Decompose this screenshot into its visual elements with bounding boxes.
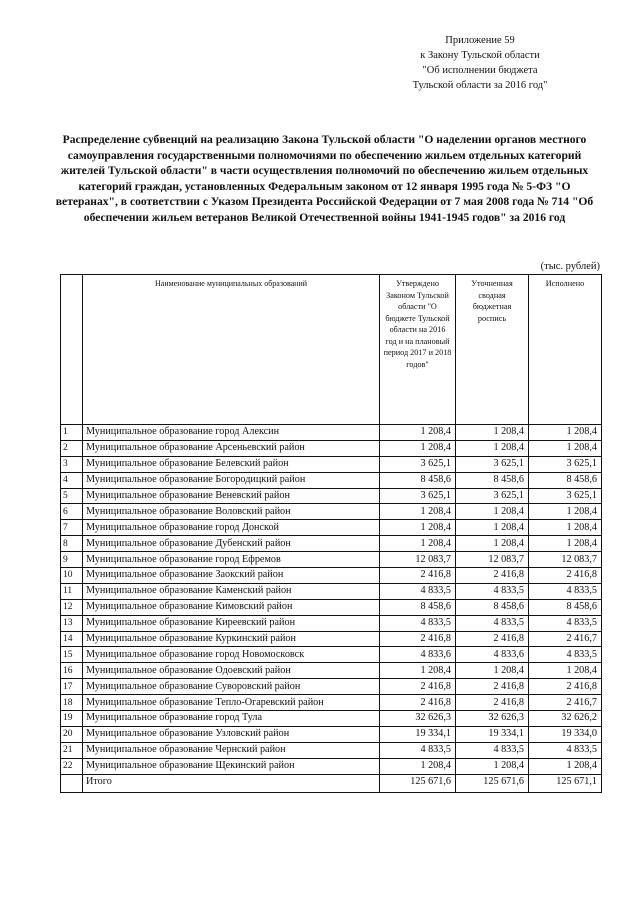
row-number: 10 (61, 568, 83, 584)
table-row (61, 488, 602, 504)
approved-amount: 4 833,5 (380, 615, 456, 631)
revised-amount: 1 208,4 (456, 758, 529, 774)
appendix-reference (380, 33, 580, 93)
header-executed: Исполнено (529, 275, 602, 425)
executed-amount: 1 208,4 (529, 440, 602, 456)
document-title: Распределение субвенций на реализацию Закона Тульской области "О наделении органов местного самоуправления государственными полномочиями по обеспечению жильем отдельных категорий жителей Тульской области" в части осуществления полномочий по обеспечению жильем отдельных категорий граждан, установленных Федеральным законом от 12 января 1995 года № 5-ФЗ "О ветеранах", в соответствии с Указом Президента Российской Федерации от 7 мая 2008 года № 714 "Об обеспечении жильем ветеранов Великой Отечественной войны 1941-1945 годов" за 2016 год (55, 133, 594, 224)
approved-amount: 2 416,8 (380, 568, 456, 584)
executed-amount: 8 458,6 (529, 472, 602, 488)
table-row (61, 504, 602, 520)
table-row (61, 663, 602, 679)
approved-amount: 4 833,5 (380, 742, 456, 758)
municipality-name: Муниципальное образование Белевский район (83, 456, 380, 472)
approved-amount: 1 208,4 (380, 504, 456, 520)
table-row (61, 583, 602, 599)
row-number: 12 (61, 599, 83, 615)
municipality-name: Муниципальное образование город Тула (83, 711, 380, 727)
revised-amount: 3 625,1 (456, 456, 529, 472)
municipality-name: Муниципальное образование город Ефремов (83, 552, 380, 568)
revised-amount: 1 208,4 (456, 663, 529, 679)
row-number: 11 (61, 583, 83, 599)
revised-amount: 8 458,6 (456, 472, 529, 488)
appendix-line: Тульской области за 2016 год" (412, 80, 548, 91)
revised-amount: 4 833,5 (456, 583, 529, 599)
table-row (61, 599, 602, 615)
approved-amount: 3 625,1 (380, 456, 456, 472)
approved-amount: 2 416,8 (380, 679, 456, 695)
revised-amount: 4 833,5 (456, 742, 529, 758)
approved-amount: 4 833,6 (380, 647, 456, 663)
municipality-name: Муниципальное образование Арсеньевский район (83, 440, 380, 456)
row-number: 16 (61, 663, 83, 679)
executed-amount: 2 416,7 (529, 695, 602, 711)
approved-amount: 8 458,6 (380, 599, 456, 615)
row-number: 1 (61, 425, 83, 441)
revised-amount: 1 208,4 (456, 425, 529, 441)
approved-amount: 1 208,4 (380, 425, 456, 441)
revised-amount: 1 208,4 (456, 536, 529, 552)
appendix-line: Приложение 59 (445, 35, 515, 46)
revised-amount: 3 625,1 (456, 488, 529, 504)
table-row (61, 520, 602, 536)
total-approved: 125 671,6 (380, 774, 456, 792)
revised-amount: 2 416,8 (456, 679, 529, 695)
row-number: 7 (61, 520, 83, 536)
municipality-name: Муниципальное образование Дубенский район (83, 536, 380, 552)
executed-amount: 2 416,8 (529, 568, 602, 584)
row-number: 15 (61, 647, 83, 663)
table-row (61, 456, 602, 472)
table-row (61, 631, 602, 647)
row-number: 14 (61, 631, 83, 647)
executed-amount: 1 208,4 (529, 536, 602, 552)
revised-amount: 32 626,3 (456, 711, 529, 727)
executed-amount: 3 625,1 (529, 488, 602, 504)
approved-amount: 1 208,4 (380, 520, 456, 536)
row-number: 18 (61, 695, 83, 711)
revised-amount: 1 208,4 (456, 440, 529, 456)
table-row (61, 425, 602, 441)
table-row (61, 440, 602, 456)
total-label: Итого (83, 774, 380, 792)
approved-amount: 1 208,4 (380, 663, 456, 679)
revised-amount: 4 833,5 (456, 615, 529, 631)
executed-amount: 32 626,2 (529, 711, 602, 727)
units-note: (тыс. рублей) (540, 261, 600, 272)
municipality-name: Муниципальное образование Узловский район (83, 726, 380, 742)
executed-amount: 1 208,4 (529, 425, 602, 441)
row-number: 9 (61, 552, 83, 568)
municipality-name: Муниципальное образование Заокский район (83, 568, 380, 584)
table-header-row (61, 275, 602, 425)
row-number: 3 (61, 456, 83, 472)
revised-amount: 19 334,1 (456, 726, 529, 742)
revised-amount: 8 458,6 (456, 599, 529, 615)
approved-amount: 1 208,4 (380, 440, 456, 456)
approved-amount: 32 626,3 (380, 711, 456, 727)
executed-amount: 2 416,7 (529, 631, 602, 647)
total-number-cell (61, 774, 83, 792)
table-row (61, 758, 602, 774)
municipality-name: Муниципальное образование Богородицкий район (83, 472, 380, 488)
subvention-table (60, 274, 602, 793)
revised-amount: 2 416,8 (456, 568, 529, 584)
table-row (61, 679, 602, 695)
approved-amount: 8 458,6 (380, 472, 456, 488)
approved-amount: 1 208,4 (380, 758, 456, 774)
approved-amount: 19 334,1 (380, 726, 456, 742)
row-number: 20 (61, 726, 83, 742)
header-number (61, 275, 83, 425)
total-executed: 125 671,1 (529, 774, 602, 792)
approved-amount: 2 416,8 (380, 631, 456, 647)
executed-amount: 8 458,6 (529, 599, 602, 615)
row-number: 22 (61, 758, 83, 774)
municipality-name: Муниципальное образование Тепло-Огаревский район (83, 695, 380, 711)
municipality-name: Муниципальное образование Веневский район (83, 488, 380, 504)
row-number: 2 (61, 440, 83, 456)
total-row (61, 774, 602, 792)
table-row (61, 568, 602, 584)
table-row (61, 472, 602, 488)
table-row (61, 726, 602, 742)
executed-amount: 1 208,4 (529, 504, 602, 520)
row-number: 4 (61, 472, 83, 488)
executed-amount: 1 208,4 (529, 758, 602, 774)
table-row (61, 742, 602, 758)
executed-amount: 4 833,5 (529, 647, 602, 663)
approved-amount: 1 208,4 (380, 536, 456, 552)
table-row (61, 695, 602, 711)
executed-amount: 12 083,7 (529, 552, 602, 568)
header-approved: Утверждено Законом Тульской области "О бюджете Тульской области на 2016 год и на плановый период 2017 и 2018 годов" (380, 275, 456, 425)
row-number: 21 (61, 742, 83, 758)
municipality-name: Муниципальное образование Одоевский район (83, 663, 380, 679)
revised-amount: 4 833,6 (456, 647, 529, 663)
revised-amount: 1 208,4 (456, 504, 529, 520)
approved-amount: 2 416,8 (380, 695, 456, 711)
revised-amount: 2 416,8 (456, 631, 529, 647)
approved-amount: 4 833,5 (380, 583, 456, 599)
municipality-name: Муниципальное образование Киреевский район (83, 615, 380, 631)
table-row (61, 711, 602, 727)
appendix-line: "Об исполнении бюджета (422, 65, 538, 76)
row-number: 19 (61, 711, 83, 727)
executed-amount: 3 625,1 (529, 456, 602, 472)
total-revised: 125 671,6 (456, 774, 529, 792)
executed-amount: 19 334,0 (529, 726, 602, 742)
table-row (61, 552, 602, 568)
municipality-name: Муниципальное образование Кимовский район (83, 599, 380, 615)
row-number: 6 (61, 504, 83, 520)
executed-amount: 1 208,4 (529, 663, 602, 679)
revised-amount: 2 416,8 (456, 695, 529, 711)
municipality-name: Муниципальное образование Суворовский район (83, 679, 380, 695)
row-number: 13 (61, 615, 83, 631)
header-municipality: Наименование муниципальных образований (83, 275, 380, 425)
row-number: 17 (61, 679, 83, 695)
municipality-name: Муниципальное образование город Новомосковск (83, 647, 380, 663)
municipality-name: Муниципальное образование Куркинский район (83, 631, 380, 647)
executed-amount: 2 416,8 (529, 679, 602, 695)
executed-amount: 4 833,5 (529, 615, 602, 631)
municipality-name: Муниципальное образование Щекинский район (83, 758, 380, 774)
executed-amount: 1 208,4 (529, 520, 602, 536)
municipality-name: Муниципальное образование Воловский район (83, 504, 380, 520)
table-row (61, 647, 602, 663)
municipality-name: Муниципальное образование город Алексин (83, 425, 380, 441)
municipality-name: Муниципальное образование Каменский район (83, 583, 380, 599)
revised-amount: 1 208,4 (456, 520, 529, 536)
executed-amount: 4 833,5 (529, 742, 602, 758)
row-number: 5 (61, 488, 83, 504)
approved-amount: 12 083,7 (380, 552, 456, 568)
table-row (61, 615, 602, 631)
header-revised: Уточненная сводная бюджетная роспись (456, 275, 529, 425)
municipality-name: Муниципальное образование город Донской (83, 520, 380, 536)
municipality-name: Муниципальное образование Чернский район (83, 742, 380, 758)
executed-amount: 4 833,5 (529, 583, 602, 599)
row-number: 8 (61, 536, 83, 552)
appendix-line: к Закону Тульской области (420, 50, 540, 61)
table-body (61, 425, 602, 775)
table-row (61, 536, 602, 552)
revised-amount: 12 083,7 (456, 552, 529, 568)
approved-amount: 3 625,1 (380, 488, 456, 504)
